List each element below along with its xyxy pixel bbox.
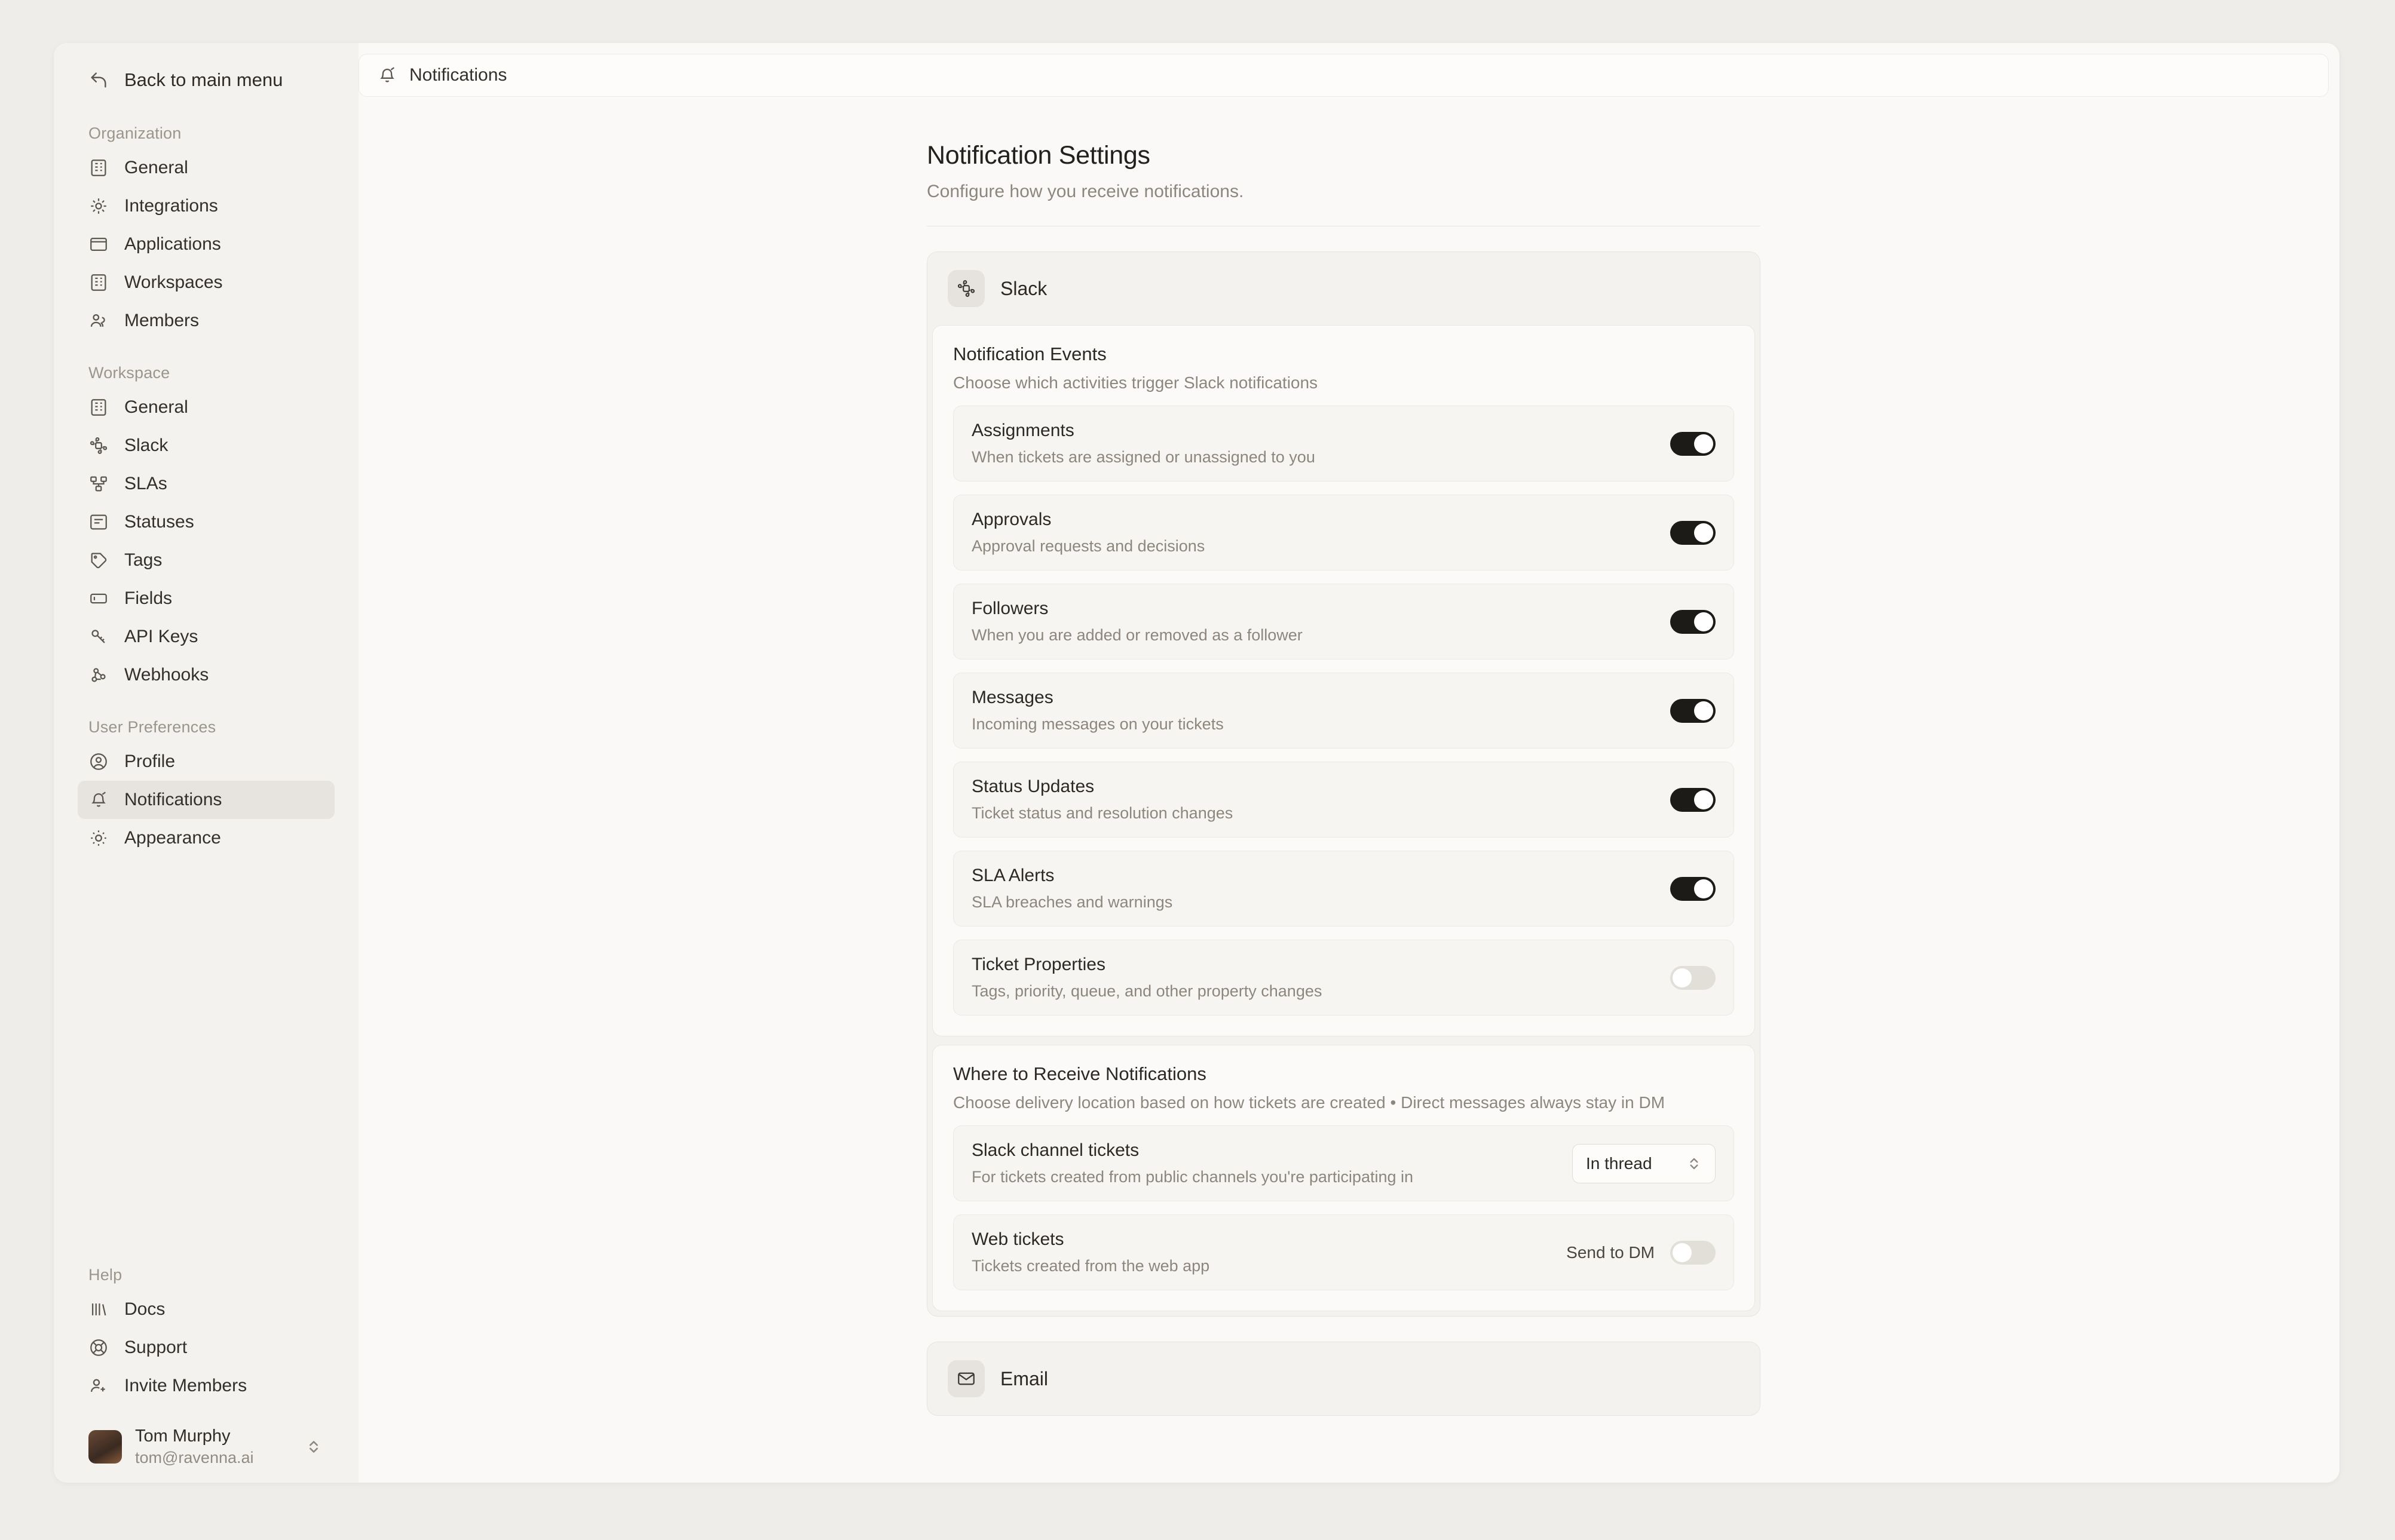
book-icon: [88, 1299, 109, 1320]
scroll-content[interactable]: [359, 97, 2329, 1483]
sidebar-section-organization: Organization: [88, 124, 182, 142]
sidebar-item-label: General: [124, 158, 188, 177]
key-icon: [88, 627, 109, 647]
event-row-followers: [953, 584, 1734, 659]
followers-toggle[interactable]: [1670, 610, 1716, 634]
event-name: Followers: [972, 599, 1049, 618]
sidebar-item-label: Statuses: [124, 512, 194, 532]
building-icon: [88, 158, 109, 178]
sidebar-item-label: Support: [124, 1337, 188, 1357]
sidebar-item-members[interactable]: [78, 302, 335, 340]
sidebar-item-docs[interactable]: [78, 1290, 335, 1329]
delivery-desc: Tickets created from the web app: [972, 1257, 1210, 1275]
page-subtitle: Configure how you receive notifications.: [927, 182, 1244, 201]
users-icon: [88, 311, 109, 331]
delivery-subtitle: Choose delivery location based on how tickets are created • Direct messages always stay in DM: [953, 1093, 1665, 1112]
sidebar-item-label: Profile: [124, 751, 176, 771]
sidebar-item-workspaces[interactable]: [78, 263, 335, 302]
delivery-row-web-tickets: [953, 1214, 1734, 1290]
event-desc: When tickets are assigned or unassigned to you: [972, 448, 1315, 466]
sidebar-item-label: Members: [124, 311, 200, 330]
notification-events-title: Notification Events: [953, 343, 1107, 364]
sidebar-item-profile[interactable]: [78, 743, 335, 781]
sidebar-item-label: API Keys: [124, 627, 198, 646]
tag-icon: [88, 550, 109, 570]
event-desc: Tags, priority, queue, and other property changes: [972, 982, 1322, 1000]
event-row-assignments: [953, 406, 1734, 481]
approvals-toggle[interactable]: [1670, 521, 1716, 545]
event-row-sla-alerts: [953, 851, 1734, 927]
sidebar-item-invite-members[interactable]: [78, 1367, 335, 1405]
sidebar-item-label: Tags: [124, 550, 163, 570]
mail-icon: [948, 1360, 985, 1397]
sidebar-item-api-keys[interactable]: [78, 618, 335, 656]
email-settings-card: [927, 1342, 1760, 1416]
avatar: [88, 1430, 122, 1464]
sidebar-item-org-general[interactable]: [78, 149, 335, 187]
main-area: [359, 43, 2339, 1483]
user-account-button[interactable]: [78, 1416, 335, 1483]
sidebar: [54, 43, 359, 1483]
slack-settings-card: [927, 251, 1760, 1317]
event-name: Messages: [972, 688, 1053, 707]
event-desc: Ticket status and resolution changes: [972, 804, 1233, 822]
slack-card-title: Slack: [1000, 277, 1048, 299]
sidebar-section-help: Help: [88, 1266, 122, 1284]
puzzle-icon: [88, 196, 109, 216]
bell-icon: [377, 65, 397, 85]
sidebar-item-fields[interactable]: [78, 579, 335, 618]
sidebar-item-label: Workspaces: [124, 272, 223, 292]
sidebar-item-tags[interactable]: [78, 541, 335, 579]
sidebar-item-applications[interactable]: [78, 225, 335, 263]
building-icon: [88, 397, 109, 418]
sidebar-item-label: Integrations: [124, 196, 218, 216]
delivery-name: Slack channel tickets: [972, 1140, 1140, 1160]
sidebar-section-user-preferences: User Preferences: [88, 718, 216, 736]
delivery-title: Where to Receive Notifications: [953, 1063, 1206, 1084]
sidebar-item-appearance[interactable]: [78, 819, 335, 857]
sidebar-item-label: Notifications: [124, 790, 222, 809]
settings-column: [927, 141, 1760, 1483]
chevron-up-down-icon: [1684, 1154, 1704, 1173]
slack-icon: [948, 270, 985, 307]
messages-toggle[interactable]: [1670, 699, 1716, 723]
event-row-messages: [953, 673, 1734, 748]
sidebar-item-webhooks[interactable]: [78, 656, 335, 694]
sla-alerts-toggle[interactable]: [1670, 877, 1716, 901]
back-to-main-menu-button[interactable]: [78, 60, 335, 100]
event-name: SLA Alerts: [972, 866, 1055, 885]
sidebar-item-statuses[interactable]: [78, 503, 335, 541]
sun-icon: [88, 828, 109, 848]
delivery-name: Web tickets: [972, 1229, 1064, 1249]
event-name: Ticket Properties: [972, 955, 1105, 974]
lifebuoy-icon: [88, 1337, 109, 1358]
select-value: In thread: [1586, 1154, 1652, 1173]
event-name: Assignments: [972, 421, 1074, 440]
webhook-icon: [88, 665, 109, 685]
email-card-title: Email: [1000, 1367, 1049, 1389]
window-icon: [88, 234, 109, 254]
event-desc: When you are added or removed as a follower: [972, 626, 1303, 644]
chevron-up-down-icon: [304, 1436, 324, 1458]
slack-icon: [88, 435, 109, 456]
sidebar-item-label: Webhooks: [124, 665, 209, 685]
sidebar-item-label: Docs: [124, 1299, 166, 1319]
sidebar-item-label: Slack: [124, 435, 169, 455]
sidebar-spacer: [78, 857, 335, 1242]
sidebar-item-workspace-general[interactable]: [78, 388, 335, 427]
user-name: Tom Murphy: [135, 1427, 231, 1446]
delivery-desc: For tickets created from public channels you're participating in: [972, 1168, 1414, 1186]
event-row-approvals: [953, 495, 1734, 570]
sidebar-item-integrations[interactable]: [78, 187, 335, 225]
delivery-row-slack-channel-tickets: [953, 1125, 1734, 1201]
status-updates-toggle[interactable]: [1670, 788, 1716, 812]
field-icon: [88, 588, 109, 609]
sidebar-item-label: SLAs: [124, 474, 167, 493]
sidebar-item-notifications[interactable]: [78, 781, 335, 819]
event-row-ticket-properties: [953, 940, 1734, 1016]
event-desc: Incoming messages on your tickets: [972, 715, 1224, 733]
back-to-main-menu-label: Back to main menu: [124, 69, 283, 90]
sidebar-item-label: Applications: [124, 234, 221, 254]
slack-card-header: [927, 252, 1760, 325]
sidebar-section-workspace: Workspace: [88, 364, 170, 382]
sidebar-item-label: Fields: [124, 588, 173, 608]
event-desc: Approval requests and decisions: [972, 537, 1205, 555]
topbar: [359, 54, 2329, 97]
event-name: Approvals: [972, 510, 1052, 529]
delivery-location-panel: [932, 1045, 1755, 1311]
sidebar-item-support[interactable]: [78, 1329, 335, 1367]
event-row-status-updates: [953, 762, 1734, 838]
assignments-toggle[interactable]: [1670, 432, 1716, 456]
app-window: [54, 43, 2339, 1483]
email-card-header: [927, 1342, 1760, 1415]
topbar-title: Notifications: [409, 65, 507, 85]
send-to-dm-toggle[interactable]: [1670, 1241, 1716, 1265]
send-to-dm-label: Send to DM: [1566, 1243, 1655, 1262]
sidebar-item-label: General: [124, 397, 188, 417]
event-desc: SLA breaches and warnings: [972, 893, 1173, 911]
page-title: Notification Settings: [927, 141, 1150, 170]
building-icon: [88, 272, 109, 293]
sidebar-item-label: Appearance: [124, 828, 221, 848]
add-user-icon: [88, 1376, 109, 1396]
bell-icon: [88, 790, 109, 810]
notification-events-panel: [932, 325, 1755, 1036]
ticket-properties-toggle[interactable]: [1670, 966, 1716, 990]
slack-channel-delivery-select[interactable]: [1572, 1144, 1716, 1183]
sidebar-item-slack[interactable]: [78, 427, 335, 465]
event-name: Status Updates: [972, 777, 1095, 796]
flow-icon: [88, 474, 109, 494]
back-arrow-icon: [88, 70, 109, 90]
sidebar-item-label: Invite Members: [124, 1376, 247, 1395]
notification-events-subtitle: Choose which activities trigger Slack notifications: [953, 373, 1318, 392]
user-meta: [135, 1427, 254, 1467]
status-icon: [88, 512, 109, 532]
user-circle-icon: [88, 751, 109, 772]
user-email: tom@ravenna.ai: [135, 1449, 254, 1467]
sidebar-item-slas[interactable]: [78, 465, 335, 503]
